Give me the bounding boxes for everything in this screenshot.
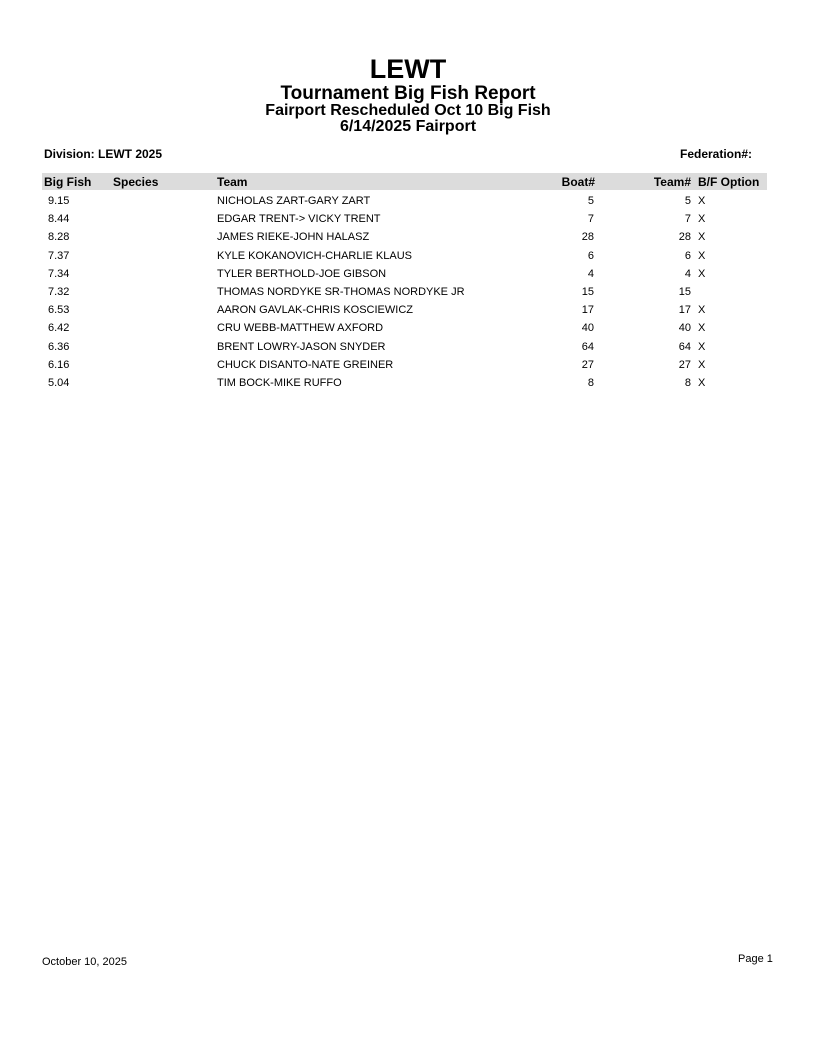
cell-team-number: 17 <box>678 304 691 317</box>
table-row <box>0 193 816 211</box>
report-title-block <box>0 54 816 135</box>
cell-boat: 15 <box>581 285 594 298</box>
footer-date: October 10, 2025 <box>42 956 128 968</box>
cell-team-number: 15 <box>678 285 691 298</box>
cell-boat: 7 <box>587 213 594 226</box>
cell-boat: 6 <box>587 249 594 262</box>
cell-team: KYLE KOKANOVICH-CHARLIE KLAUS <box>217 249 413 262</box>
table-header <box>42 173 767 190</box>
cell-team-number: 40 <box>678 322 691 335</box>
cell-team-number: 27 <box>678 358 691 371</box>
event-name: Fairport Rescheduled Oct 10 Big Fish <box>265 102 551 119</box>
header-boat: Boat# <box>561 175 595 189</box>
cell-team-number: 64 <box>678 340 691 353</box>
cell-bf-option: X <box>698 304 706 317</box>
cell-big-fish: 6.36 <box>48 340 70 353</box>
cell-bf-option: X <box>698 195 706 207</box>
header-species: Species <box>113 175 159 189</box>
cell-bf-option: X <box>698 322 706 335</box>
cell-team: NICHOLAS ZART-GARY ZART <box>217 195 371 207</box>
cell-boat: 27 <box>581 358 594 371</box>
header-big-fish: Big Fish <box>44 175 92 189</box>
cell-team-number: 5 <box>684 195 691 207</box>
cell-big-fish: 8.44 <box>48 213 70 226</box>
event-date-location: 6/14/2025 Fairport <box>339 118 477 135</box>
page-number: Page 1 <box>738 953 773 965</box>
cell-bf-option: X <box>698 213 706 226</box>
table-row <box>0 266 816 284</box>
federation-label: Federation#: <box>680 147 753 161</box>
cell-big-fish: 6.16 <box>48 358 70 371</box>
cell-bf-option: X <box>698 267 706 280</box>
report-title: LEWT <box>369 54 447 84</box>
header-bf-option: B/F Option <box>698 175 760 189</box>
cell-team: EDGAR TRENT-> VICKY TRENT <box>217 213 381 226</box>
cell-big-fish: 5.04 <box>48 376 70 389</box>
cell-boat: 8 <box>587 376 594 389</box>
cell-team: BRENT LOWRY-JASON SNYDER <box>217 340 386 353</box>
cell-team-number: 6 <box>684 249 691 262</box>
cell-boat: 40 <box>581 322 594 335</box>
table-row <box>0 320 816 338</box>
results-table-body <box>0 193 816 393</box>
cell-boat: 17 <box>581 304 594 317</box>
cell-big-fish: 7.34 <box>48 267 70 280</box>
cell-bf-option: X <box>698 340 706 353</box>
table-row <box>0 339 816 357</box>
cell-boat: 4 <box>587 267 594 280</box>
cell-team: JAMES RIEKE-JOHN HALASZ <box>217 231 370 244</box>
table-row <box>0 375 816 393</box>
cell-team: THOMAS NORDYKE SR-THOMAS NORDYKE JR <box>217 285 465 298</box>
table-row <box>0 357 816 375</box>
cell-boat: 64 <box>581 340 594 353</box>
cell-big-fish: 8.28 <box>48 231 70 244</box>
header-team: Team <box>217 175 248 189</box>
cell-boat: 28 <box>581 231 594 244</box>
cell-team: TIM BOCK-MIKE RUFFO <box>217 376 342 389</box>
header-team-number: Team# <box>653 175 691 189</box>
cell-team: TYLER BERTHOLD-JOE GIBSON <box>217 267 387 280</box>
table-row <box>0 302 816 320</box>
cell-boat: 5 <box>587 195 594 207</box>
cell-big-fish: 6.42 <box>48 322 70 335</box>
table-row <box>0 248 816 266</box>
report-subtitle: Tournament Big Fish Report <box>280 83 536 104</box>
cell-team: CRU WEBB-MATTHEW AXFORD <box>217 322 384 335</box>
table-row <box>0 284 816 302</box>
cell-big-fish: 7.37 <box>48 249 70 262</box>
cell-big-fish: 9.15 <box>48 195 70 207</box>
cell-bf-option: X <box>698 358 706 371</box>
cell-bf-option: X <box>698 376 706 389</box>
cell-bf-option: X <box>698 231 706 244</box>
cell-team-number: 28 <box>678 231 691 244</box>
cell-bf-option: X <box>698 249 706 262</box>
cell-team: CHUCK DISANTO-NATE GREINER <box>217 358 394 371</box>
cell-big-fish: 7.32 <box>48 285 70 298</box>
cell-team: AARON GAVLAK-CHRIS KOSCIEWICZ <box>217 304 413 317</box>
table-row <box>0 211 816 229</box>
cell-big-fish: 6.53 <box>48 304 70 317</box>
cell-team-number: 7 <box>684 213 691 226</box>
cell-team-number: 4 <box>684 267 691 280</box>
division-label: Division: LEWT 2025 <box>44 147 163 161</box>
cell-team-number: 8 <box>684 376 691 389</box>
table-row <box>0 229 816 247</box>
